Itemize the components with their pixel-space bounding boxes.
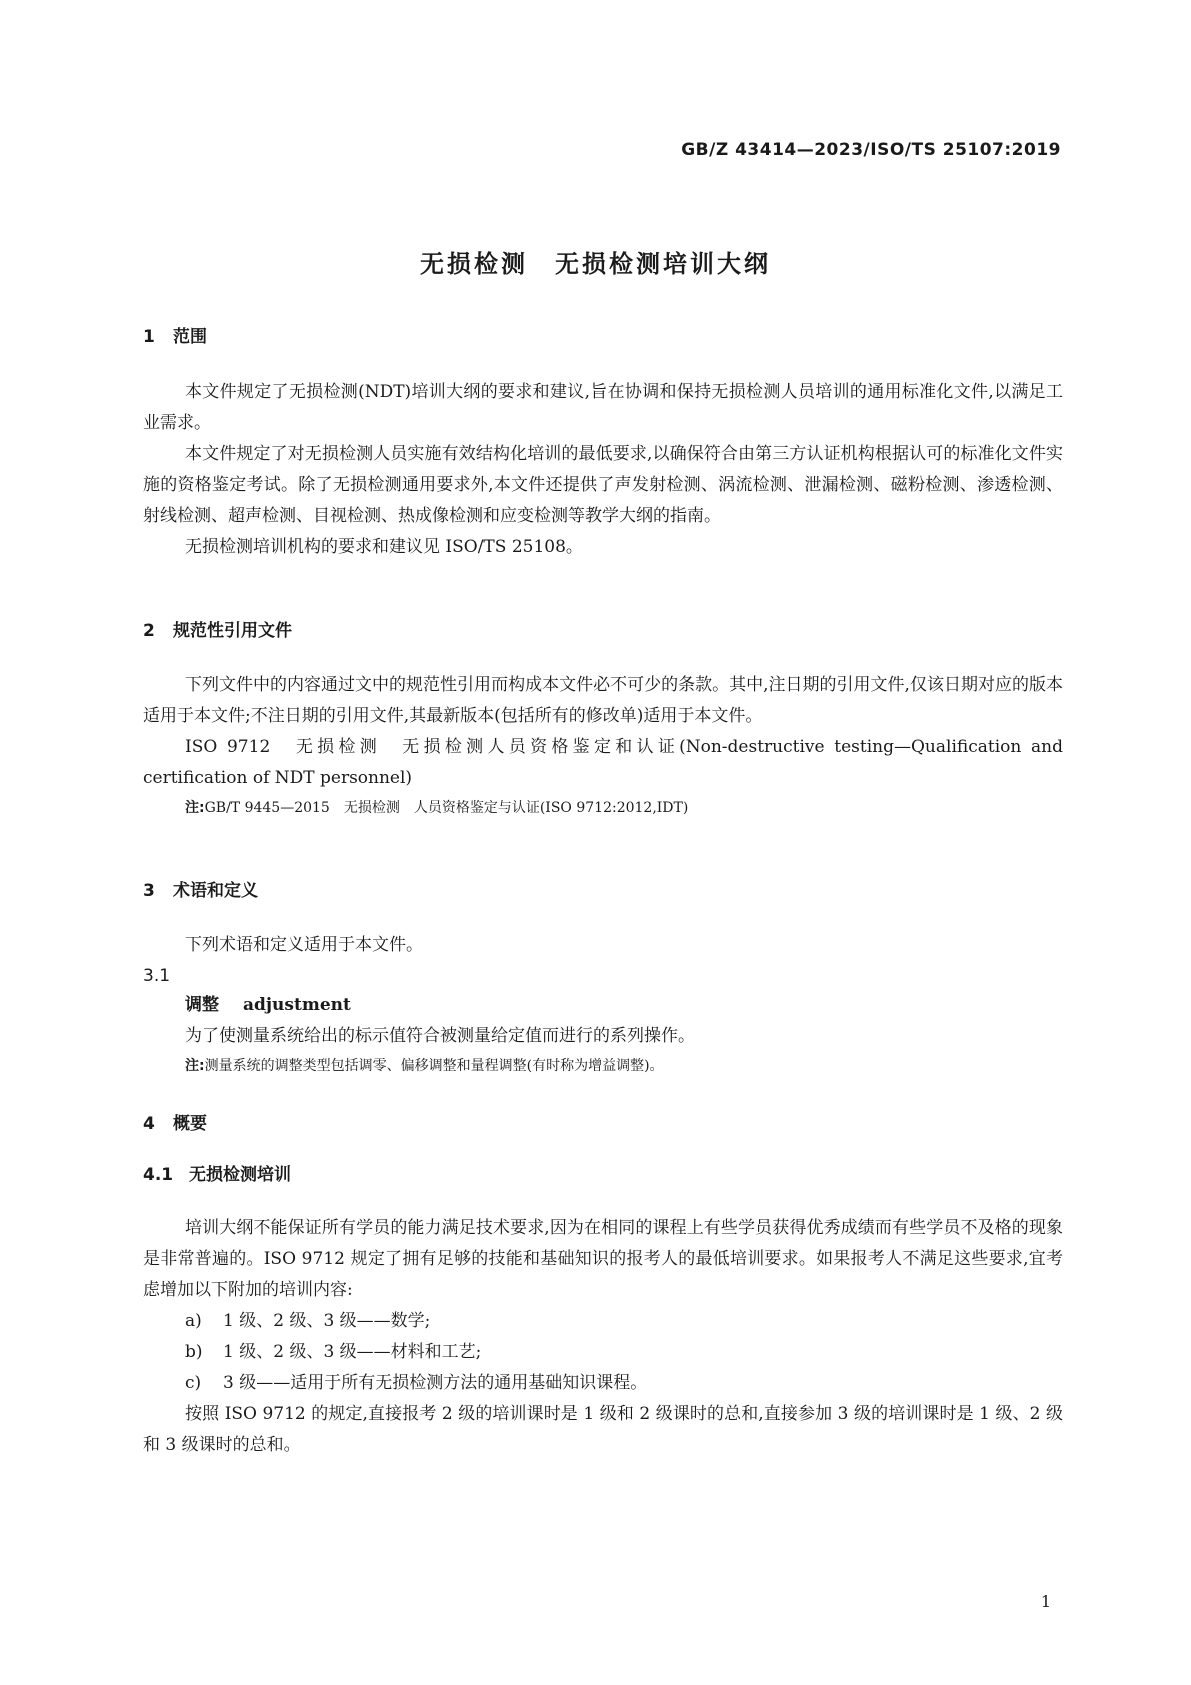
normative-reference: ISO 9712 无损检测 无损检测人员资格鉴定和认证(Non-destructive testing—Qualification and certification of NDT personnel) — [143, 737, 1063, 788]
paragraph: 下列文件中的内容通过文中的规范性引用而构成本文件必不可少的条款。其中,注日期的引用文件,仅该日期对应的版本适用于本文件;不注日期的引用文件,其最新版本(包括所有的修改单)适用于本文件。 — [143, 675, 1063, 726]
list-label: c) — [185, 1373, 202, 1393]
note — [143, 1052, 1063, 1080]
section-1-heading — [143, 322, 207, 347]
standard-code: GB/Z 43414—2023/ISO/TS 25107:2019 — [681, 140, 1061, 160]
list-label: a) — [185, 1311, 202, 1331]
section-4-heading — [143, 1109, 207, 1134]
list-label: b) — [185, 1342, 203, 1362]
section-title: 规范性引用文件 — [173, 621, 292, 641]
section-title: 概要 — [173, 1114, 207, 1134]
term-chinese: 调整 — [185, 995, 219, 1015]
section-3-body — [143, 930, 1063, 961]
document-title: 无损检测 无损检测培训大纲 — [420, 250, 771, 278]
list-item — [143, 1337, 1063, 1368]
subsection-title: 无损检测培训 — [189, 1165, 291, 1185]
subsection-number: 4.1 — [143, 1165, 174, 1185]
section-number: 1 — [143, 327, 155, 347]
term-english: adjustment — [243, 995, 351, 1015]
term-definition: 为了使测量系统给出的标示值符合被测量给定值而进行的系列操作。 — [185, 1026, 695, 1046]
paragraph: 本文件规定了对无损检测人员实施有效结构化培训的最低要求,以确保符合由第三方认证机构根据认可的标准化文件实施的资格鉴定考试。除了无损检测通用要求外,本文件还提供了声发射检测、涡流检测、泄漏检测、磁粉检测、渗透检测、射线检测、超声检测、目视检测、热成像检测和应变检测等教学大纲的指南。 — [143, 444, 1063, 526]
section-number: 3 — [143, 881, 155, 901]
paragraph: 本文件规定了无损检测(NDT)培训大纲的要求和建议,旨在协调和保持无损检测人员培训的通用标准化文件,以满足工业需求。 — [143, 382, 1063, 433]
section-number: 2 — [143, 621, 155, 641]
paragraph: 培训大纲不能保证所有学员的能力满足技术要求,因为在相同的课程上有些学员获得优秀成绩而有些学员不及格的现象是非常普遍的。ISO 9712 规定了拥有足够的技能和基础知识的报考人的最低培训要求。如果报考人不满足这些要求,宜考虑增加以下附加的培训内容: — [143, 1218, 1063, 1300]
term-line — [143, 990, 1063, 1021]
note-label: 注: — [185, 800, 205, 816]
term-number: 3.1 — [143, 966, 171, 986]
term-entry — [143, 990, 1063, 1080]
paragraph: 无损检测培训机构的要求和建议见 ISO/TS 25108。 — [185, 537, 583, 557]
list-text: 1 级、2 级、3 级——材料和工艺; — [223, 1342, 482, 1362]
section-title: 范围 — [173, 327, 207, 347]
subsection-4-1-heading — [143, 1160, 291, 1185]
list-item — [143, 1368, 1063, 1399]
note-text: 测量系统的调整类型包括调零、偏移调整和量程调整(有时称为增益调整)。 — [204, 1058, 664, 1074]
section-title: 术语和定义 — [173, 881, 258, 901]
page-number: 1 — [1040, 1592, 1051, 1611]
section-4-body — [143, 1213, 1063, 1461]
section-2-heading — [143, 616, 292, 641]
list-text: 3 级——适用于所有无损检测方法的通用基础知识课程。 — [223, 1373, 648, 1393]
list-text: 1 级、2 级、3 级——数学; — [223, 1311, 431, 1331]
note — [143, 794, 1063, 822]
section-3-heading — [143, 876, 258, 901]
section-number: 4 — [143, 1114, 155, 1134]
paragraph: 按照 ISO 9712 的规定,直接报考 2 级的培训课时是 1 级和 2 级课时的总和,直接参加 3 级的培训课时是 1 级、2 级和 3 级课时的总和。 — [143, 1404, 1063, 1455]
section-2-body — [143, 670, 1063, 822]
list-item — [143, 1306, 1063, 1337]
note-text: GB/T 9445—2015 无损检测 人员资格鉴定与认证(ISO 9712:2012,IDT) — [204, 800, 689, 816]
section-1-body — [143, 377, 1063, 563]
note-label: 注: — [185, 1058, 205, 1074]
paragraph: 下列术语和定义适用于本文件。 — [185, 935, 423, 955]
